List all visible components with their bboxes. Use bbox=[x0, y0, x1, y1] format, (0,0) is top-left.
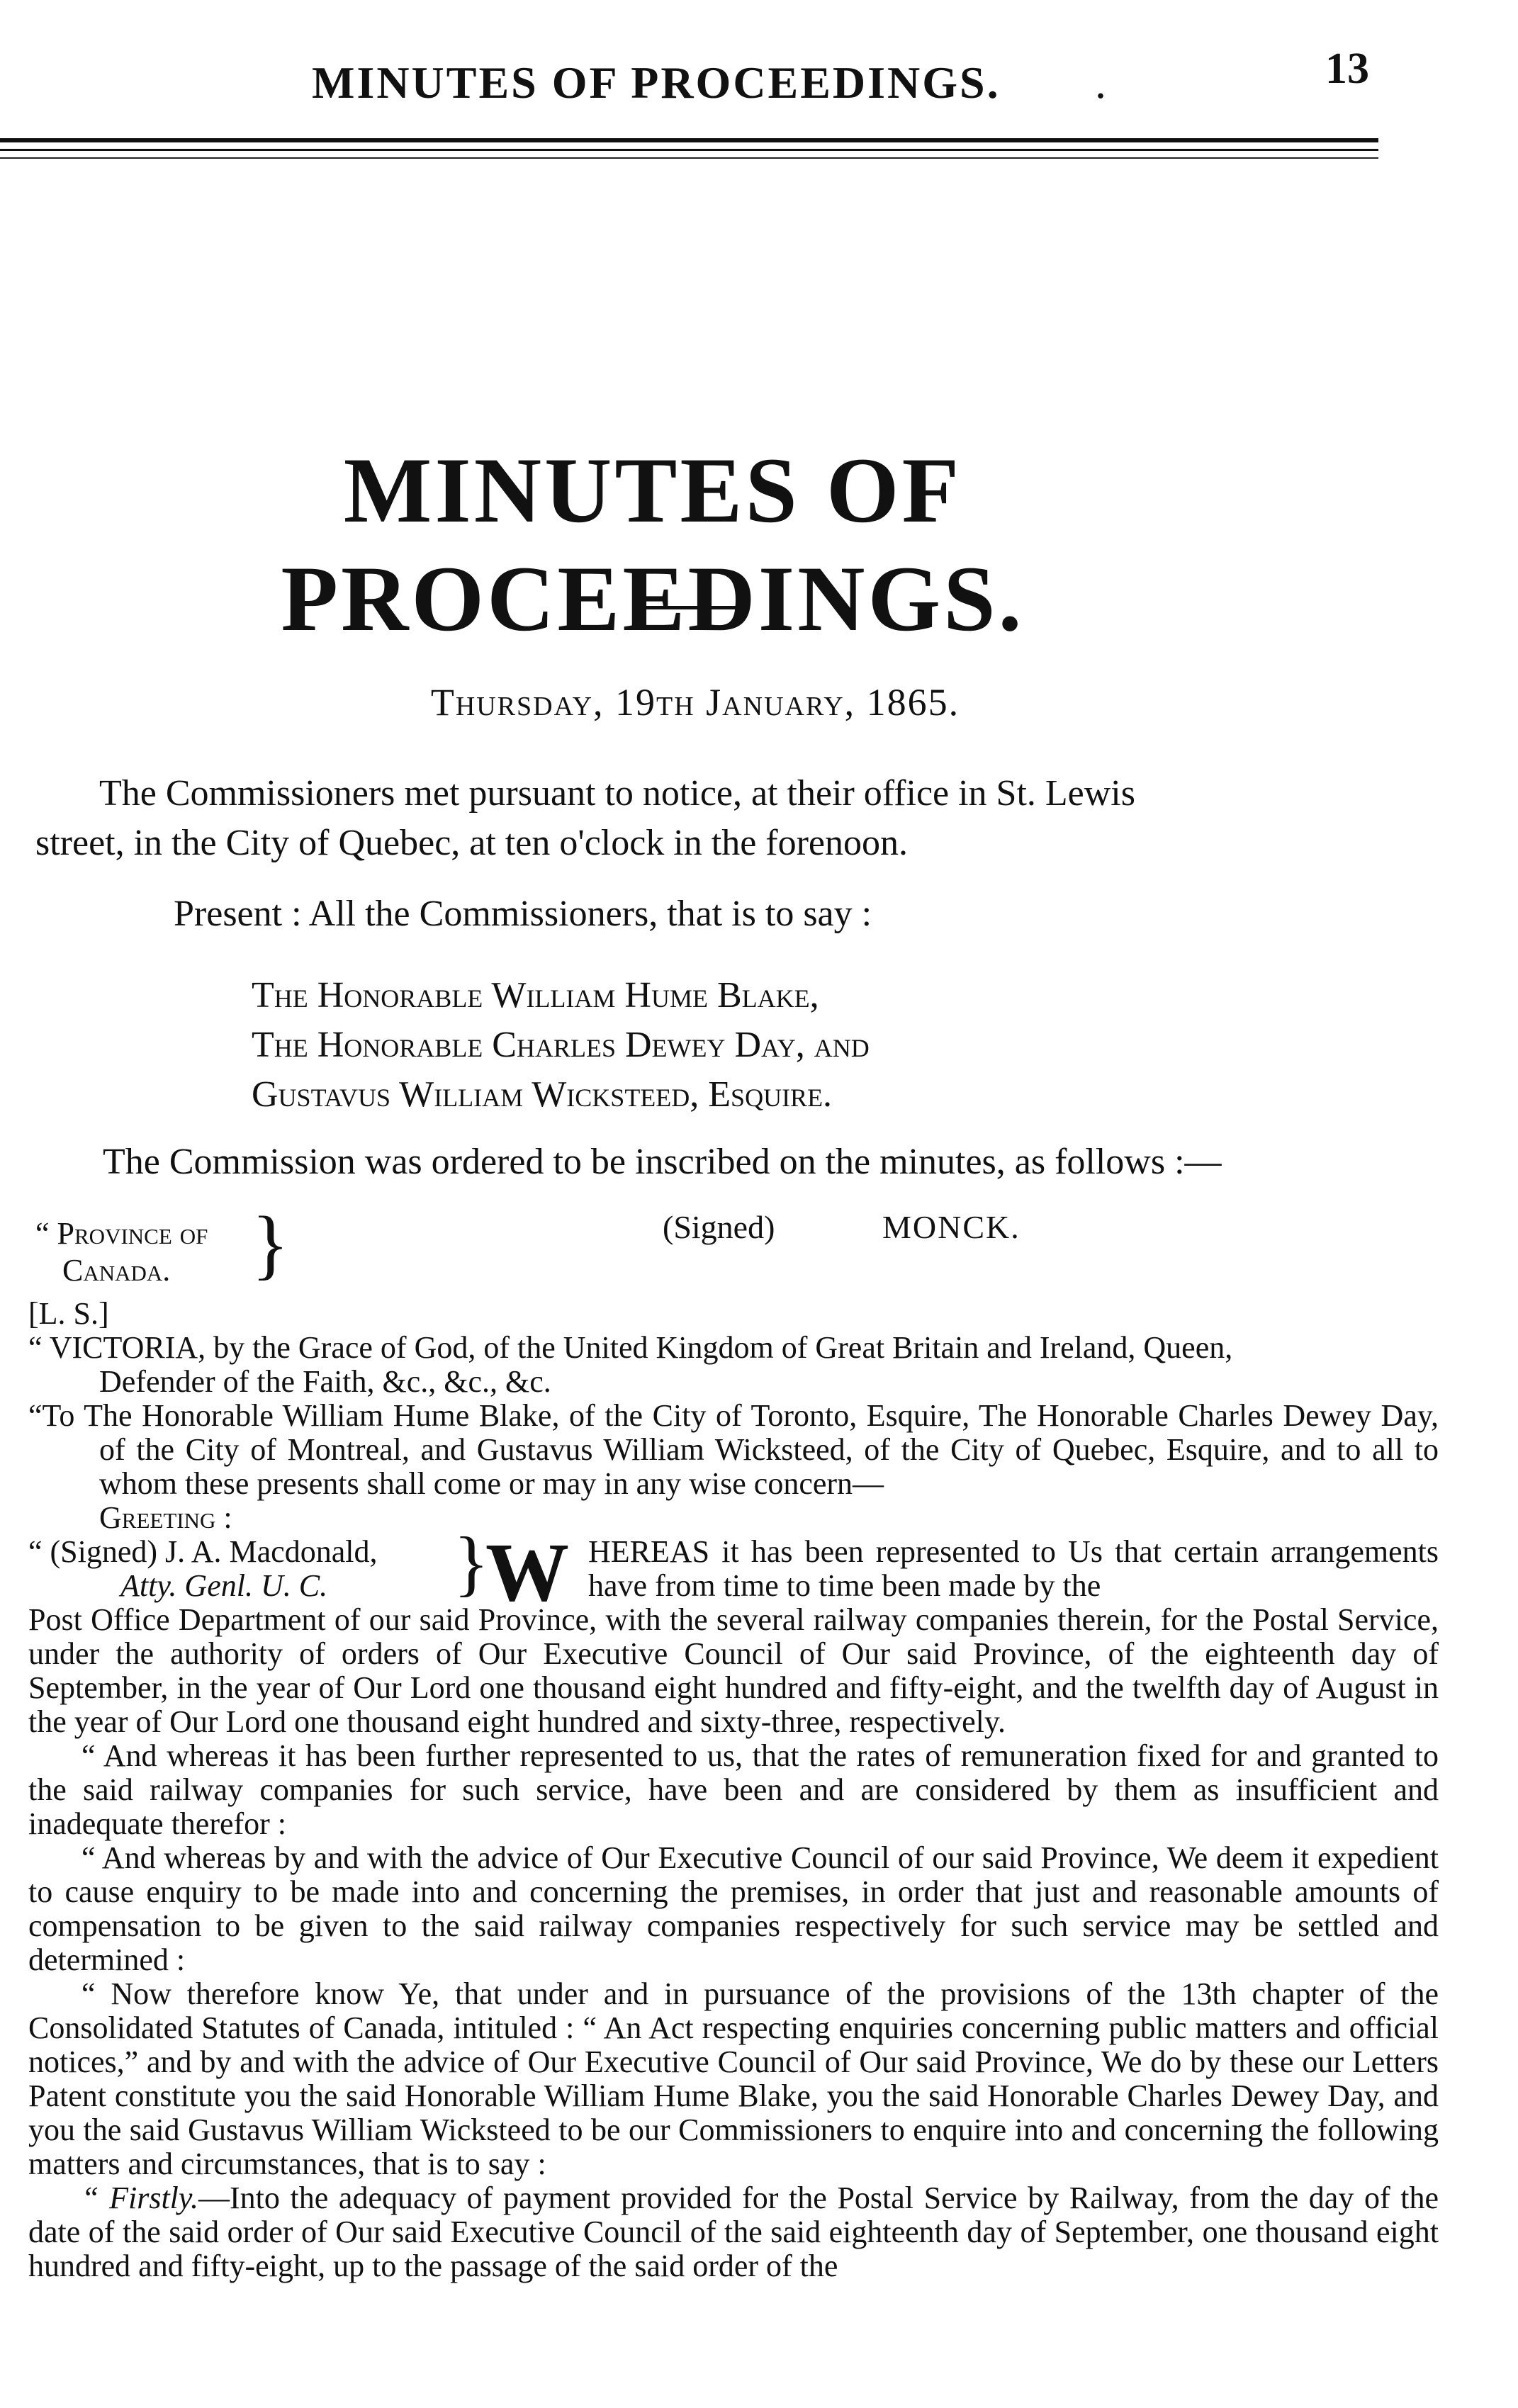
signer-name: MONCK. bbox=[882, 1209, 1021, 1245]
brace-icon: } bbox=[454, 1522, 489, 1604]
firstly-label: “ Firstly. bbox=[81, 2181, 199, 2215]
address-paragraph bbox=[28, 1399, 1439, 1535]
whereas-paragraph: “ And whereas it has been further represented to us, that the rates of remuneration fixed for and granted to the said railway companies for such service, have been and are considered by them as insufficient and inadequate therefor : bbox=[28, 1738, 1439, 1841]
commissioner-name: The Honorable Charles Dewey Day, and bbox=[252, 1025, 870, 1065]
commissioner-list bbox=[252, 971, 1456, 1120]
running-head bbox=[0, 45, 1518, 113]
attorney-signature bbox=[28, 1535, 454, 1603]
commissioner-name: The Honorable William Hume Blake, bbox=[252, 975, 819, 1015]
greeting: Greeting : bbox=[99, 1500, 232, 1535]
opening-line-2: street, in the City of Quebec, at ten o'clock in the forenoon. bbox=[35, 823, 908, 863]
province-line-1: “ Province of bbox=[35, 1216, 208, 1251]
province-line-2: Canada. bbox=[62, 1253, 171, 1288]
signature-block bbox=[28, 1522, 1439, 1619]
brace-icon: } bbox=[252, 1200, 289, 1287]
whereas-paragraph: Post Office Department of our said Province, with the several railway companies therein, for the Postal Service, under the authority of orders of Our Executive Council of Our said Province, of the eighteenth day of September, in the year of Our Lord one thousand eight hundred and fifty-eight, and the twelfth day of August in the year of Our Lord one thousand eight hundred and sixty-three, respectively. bbox=[28, 1602, 1439, 1739]
drop-cap: W bbox=[485, 1526, 569, 1619]
commissioner-name: Gustavus William Wicksteed, Esquire. bbox=[252, 1074, 833, 1115]
attorney-signature-line-1: “ (Signed) J. A. Macdonald, bbox=[28, 1534, 378, 1569]
present-line: Present : All the Commissioners, that is to say : bbox=[174, 894, 872, 934]
signed-label: (Signed) bbox=[663, 1209, 775, 1245]
victoria-line-1: “ VICTORIA, by the Grace of God, of the United Kingdom of Great Britain and Ireland, Queen, bbox=[28, 1330, 1233, 1365]
victoria-line bbox=[28, 1331, 1439, 1399]
page-number: 13 bbox=[1325, 45, 1369, 93]
opening-paragraph bbox=[35, 769, 1432, 868]
opening-line-1: The Commissioners met pursuant to notice, at their office in St. Lewis bbox=[99, 773, 1135, 814]
whereas-paragraph: “ And whereas by and with the advice of Our Executive Council of our said Province, We deem it expedient to cause enquiry to be made into and concerning the premises, in order that just and reasonable amounts of compensation to be given to the said railway companies respectively for such service may be settled and determined : bbox=[28, 1840, 1439, 1977]
header-rule-secondary bbox=[0, 149, 1378, 151]
dateline: Thursday, 19th January, 1865. bbox=[430, 681, 960, 724]
header-rule-tertiary bbox=[0, 157, 1378, 159]
victoria-line-2: Defender of the Faith, &c., &c., &c. bbox=[99, 1364, 551, 1399]
attorney-signature-line-2: Atty. Genl. U. C. bbox=[120, 1568, 328, 1603]
whereas-opening: HEREAS it has been represented to Us that certain arrangements have from time to time been made by the bbox=[588, 1534, 1439, 1603]
address-text: “To The Honorable William Hume Blake, of the City of Toronto, Esquire, The Honorable Charles Dewey Day, of the City of Montreal, and Gustavus William Wicksteed, of the City of Quebec, Esquire, and to all to whom these presents shall come or may in any wise concern— bbox=[28, 1398, 1439, 1501]
page-title: MINUTES OF PROCEEDINGS. bbox=[281, 438, 1025, 651]
title-divider bbox=[638, 606, 744, 609]
commission-text bbox=[28, 1297, 1439, 2283]
commission-intro: The Commission was ordered to be inscribed on the minutes, as follows :— bbox=[103, 1142, 1222, 1182]
running-dot: . bbox=[1095, 57, 1106, 108]
firstly-paragraph bbox=[28, 2181, 1439, 2283]
whereas-paragraph: “ Now therefore know Ye, that under and in pursuance of the provisions of the 13th chapter of the Consolidated Statutes of Canada, intituled : “ An Act respecting enquiries concerning public matters and official notices,” and by and with the advice of Our Executive Council of Our said Province, We do by these our Letters Patent constitute you the said Honorable William Hume Blake, you the said Honorable Charles Dewey Day, and you the said Gustavus William Wicksteed to be our Commissioners to enquire into and concerning the following matters and circumstances, that is to say : bbox=[28, 1976, 1439, 2181]
seal-mark: [L. S.] bbox=[28, 1296, 109, 1331]
firstly-text: —Into the adequacy of payment provided for the Postal Service by Railway, from the day of the date of the said order of Our said Executive Council of the said eighteenth day of September, one thousand eight hundred and fifty-eight, up to the passage of the said order of the bbox=[28, 2181, 1439, 2283]
running-title: MINUTES OF PROCEEDINGS. bbox=[312, 57, 1001, 108]
header-rule bbox=[0, 138, 1378, 142]
